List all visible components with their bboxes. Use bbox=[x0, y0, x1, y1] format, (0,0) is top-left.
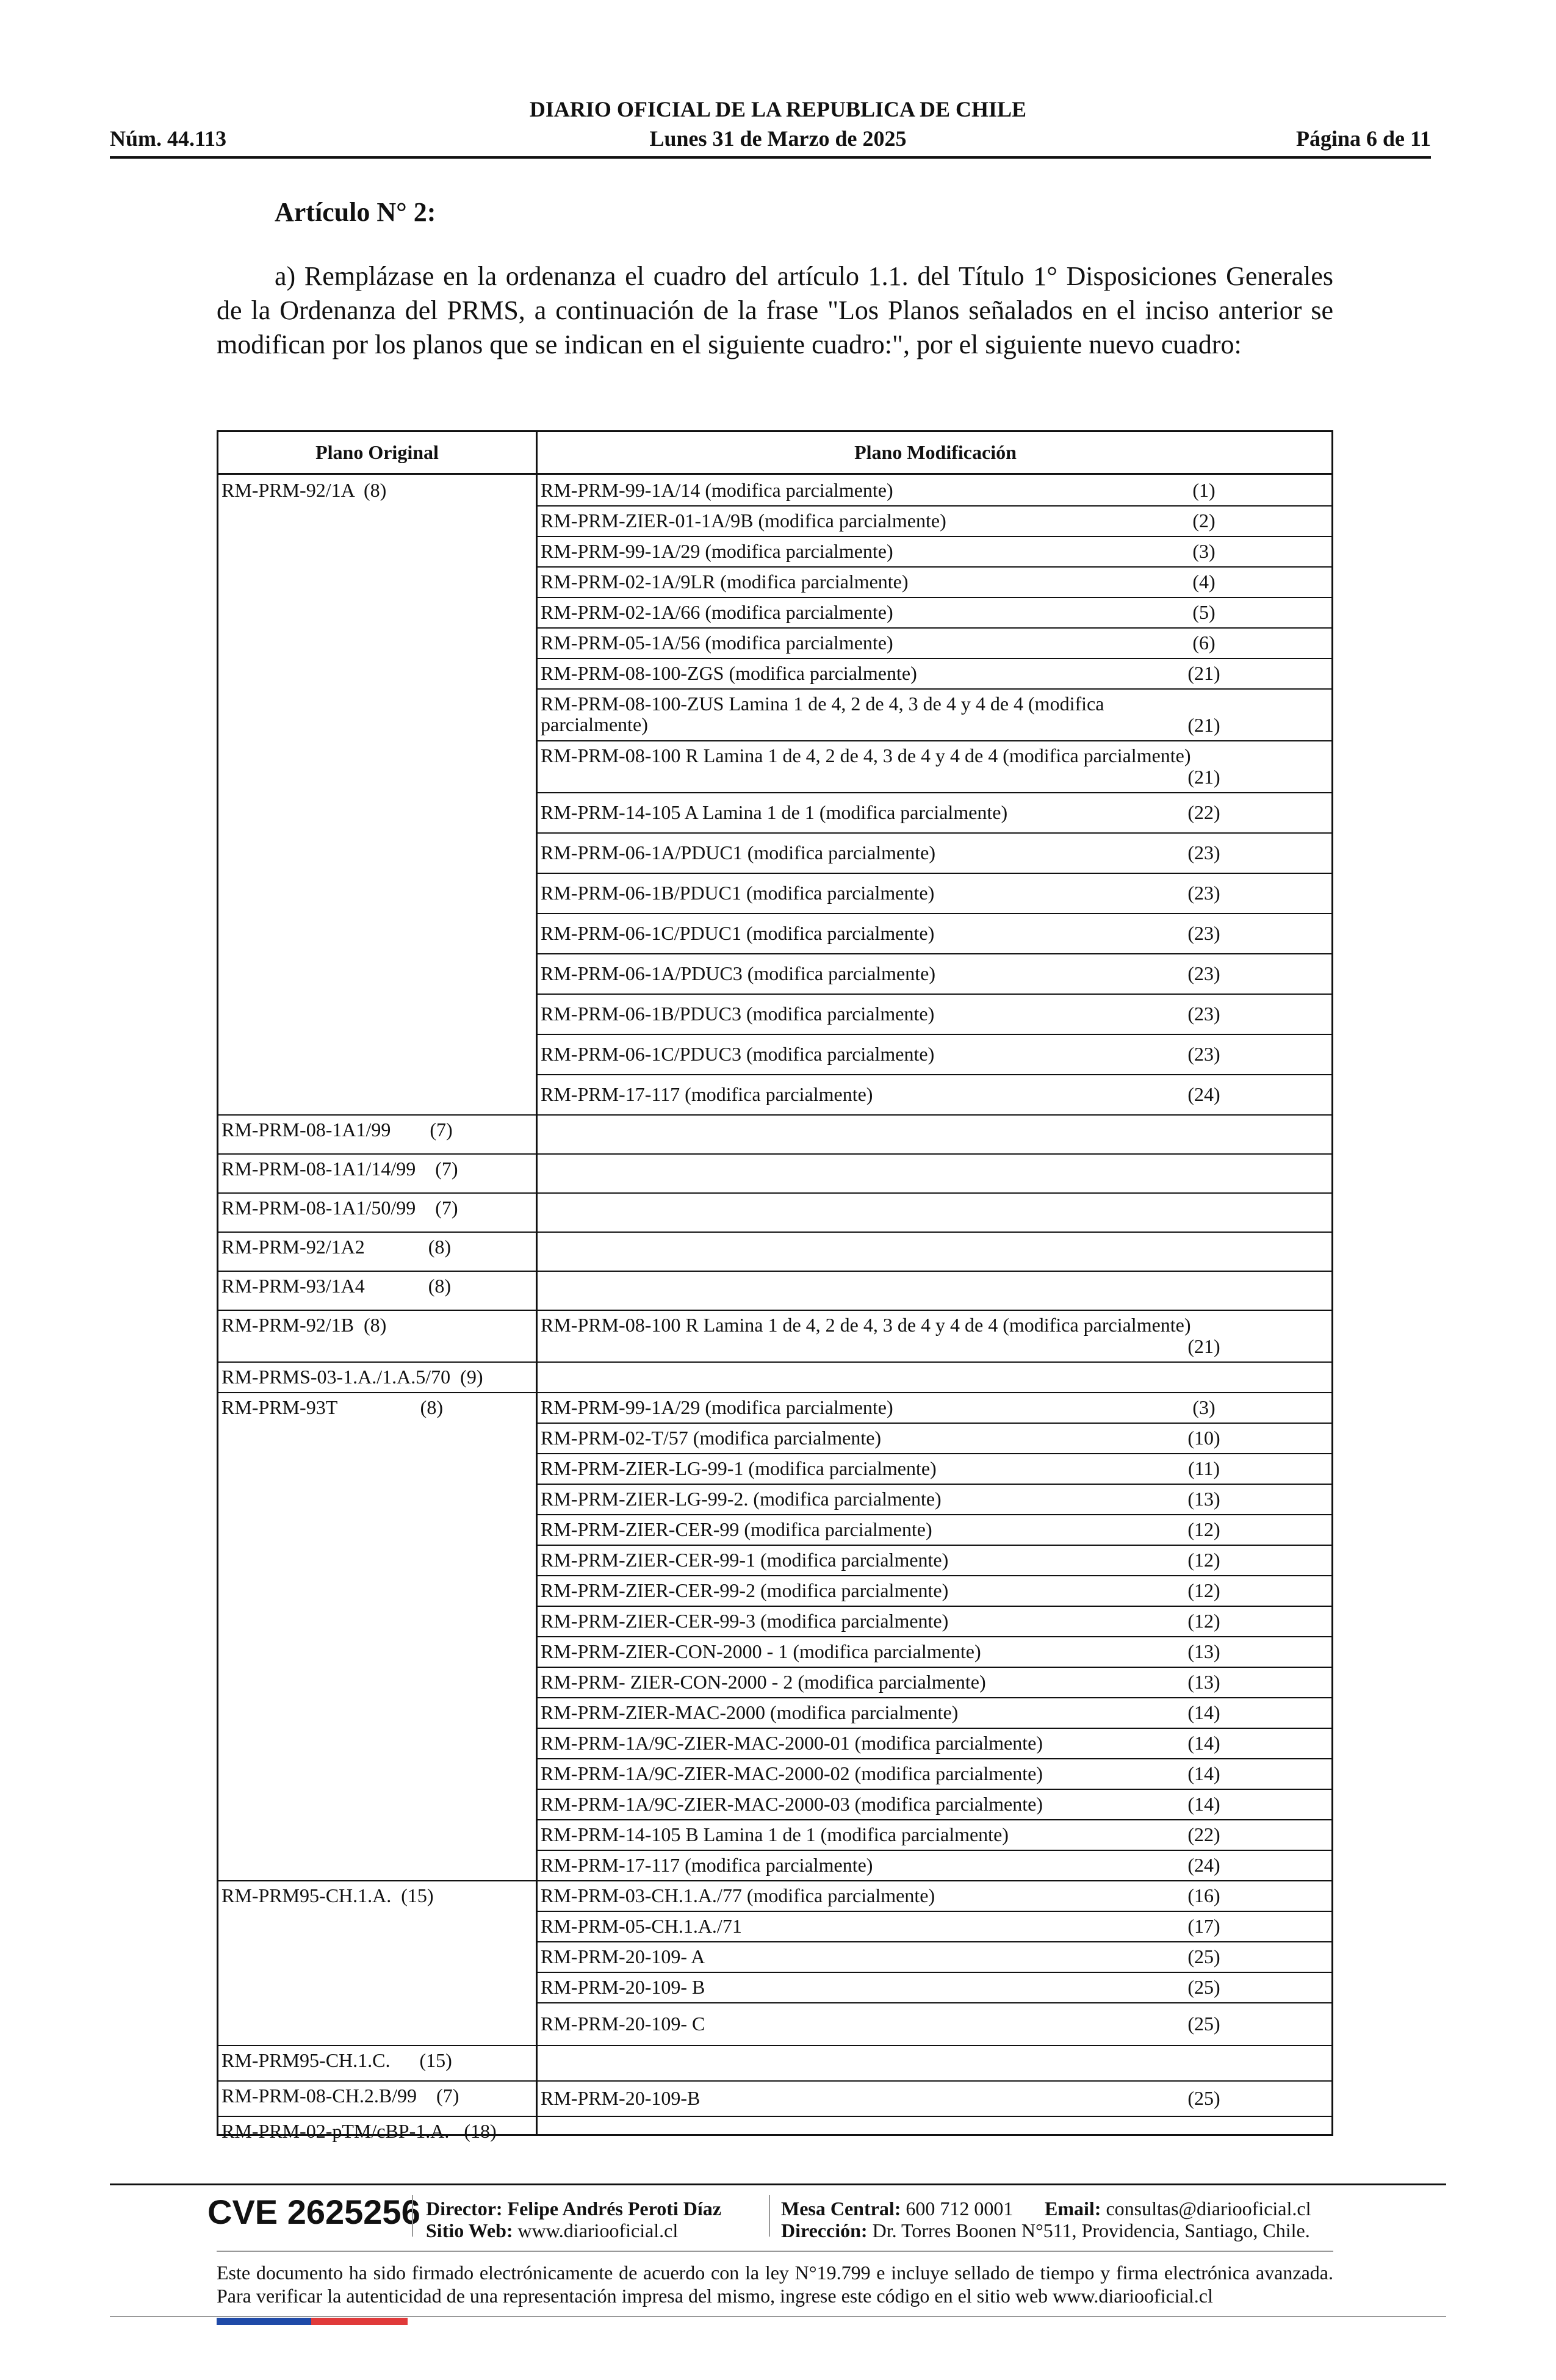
row-divider bbox=[538, 1758, 1331, 1759]
reference-note-cell: (14) bbox=[1187, 1762, 1220, 1784]
director-label: Director: bbox=[426, 2198, 503, 2220]
row-divider bbox=[538, 1514, 1331, 1515]
email-label: Email: bbox=[1045, 2198, 1101, 2220]
reference-note-cell: (2) bbox=[1192, 510, 1216, 532]
group-divider bbox=[218, 1392, 1331, 1393]
row-divider bbox=[538, 1034, 1331, 1035]
row-divider bbox=[538, 1819, 1331, 1820]
reference-note-cell: (3) bbox=[1192, 540, 1216, 562]
reference-note-cell: (13) bbox=[1187, 1671, 1220, 1693]
original-plan-cell: RM-PRM95-CH.1.C. (15) bbox=[222, 2049, 452, 2071]
reference-note-cell: (23) bbox=[1187, 922, 1220, 944]
flag-stripe-red bbox=[311, 2318, 408, 2325]
original-plan-cell: RM-PRM-08-1A1/99 (7) bbox=[222, 1119, 453, 1141]
reference-note-cell: (17) bbox=[1187, 1915, 1220, 1937]
newspaper-title: DIARIO OFICIAL DE LA REPUBLICA DE CHILE bbox=[529, 97, 1027, 121]
group-divider bbox=[218, 1192, 1331, 1194]
modification-plan-cell: RM-PRM-06-1B/PDUC1 (modifica parcialmente) bbox=[541, 882, 935, 904]
reference-note-cell: (13) bbox=[1187, 1640, 1220, 1662]
cve-code: CVE 2625256 bbox=[207, 2193, 420, 2231]
modification-plan-cell: RM-PRM-03-CH.1.A./77 (modifica parcialmente) bbox=[541, 1884, 935, 1906]
reference-note-cell: (11) bbox=[1187, 1457, 1220, 1479]
reference-note-cell: (5) bbox=[1192, 601, 1216, 623]
row-divider bbox=[538, 1911, 1331, 1912]
reference-note-cell: (23) bbox=[1187, 882, 1220, 904]
page-number: Página 6 de 11 bbox=[1295, 126, 1431, 151]
modification-plan-cell: RM-PRM-20-109- B bbox=[541, 1976, 705, 1998]
address-label: Dirección: bbox=[781, 2220, 868, 2241]
reference-note-cell: (24) bbox=[1187, 1854, 1220, 1876]
reference-note-cell: (14) bbox=[1187, 1732, 1220, 1754]
row-divider bbox=[538, 1697, 1331, 1698]
footer-thin-divider bbox=[217, 2251, 1333, 2252]
modification-plan-cell: RM-PRM-99-1A/29 (modifica parcialmente) bbox=[541, 1396, 893, 1418]
reference-note-cell: (16) bbox=[1187, 1884, 1220, 1906]
reference-note-cell: (25) bbox=[1187, 1945, 1220, 1967]
row-divider bbox=[538, 1941, 1331, 1942]
modification-plan-cell: RM-PRM-06-1C/PDUC3 (modifica parcialmente) bbox=[541, 1043, 935, 1065]
row-divider bbox=[538, 1728, 1331, 1729]
row-divider bbox=[538, 913, 1331, 914]
modification-plan-cell: RM-PRM-99-1A/29 (modifica parcialmente) bbox=[541, 540, 893, 562]
modification-plan-cell: RM-PRM-1A/9C-ZIER-MAC-2000-01 (modifica parcialmente) bbox=[541, 1732, 1043, 1754]
modification-plan-cell: RM-PRM-ZIER-CER-99-3 (modifica parcialmente) bbox=[541, 1610, 949, 1632]
footer-separator bbox=[769, 2195, 770, 2237]
row-divider bbox=[538, 792, 1331, 793]
mesa-phone: 600 712 0001 bbox=[906, 2198, 1014, 2220]
group-divider bbox=[218, 1114, 1331, 1116]
reference-note-cell: (12) bbox=[1187, 1610, 1220, 1632]
reference-note-cell: (14) bbox=[1187, 1793, 1220, 1815]
legal-notice: Este documento ha sido firmado electrónicamente de acuerdo con la ley N°19.799 e incluye sellado de tiempo y firma electrónica avanzada. Para verificar la autenticidad de una representación impresa del mismo, ingrese este código en el sitio web www.diariooficial.cl bbox=[217, 2262, 1333, 2307]
reference-note-cell: (12) bbox=[1187, 1579, 1220, 1601]
row-divider bbox=[538, 873, 1331, 874]
article-title: Artículo N° 2: bbox=[275, 197, 436, 227]
reference-note-cell: (13) bbox=[1187, 1488, 1220, 1510]
reference-note-cell: (23) bbox=[1187, 1003, 1220, 1025]
row-divider bbox=[538, 627, 1331, 629]
group-divider bbox=[218, 2116, 1331, 2117]
reference-note-cell: (21) bbox=[1187, 662, 1220, 684]
reference-note-cell: (23) bbox=[1187, 1043, 1220, 1065]
modification-plan-cell: RM-PRM-17-117 (modifica parcialmente) bbox=[541, 1083, 873, 1105]
reference-note-cell: (10) bbox=[1187, 1427, 1220, 1449]
original-plan-cell: RM-PRMS-03-1.A./1.A.5/70 (9) bbox=[222, 1366, 483, 1388]
row-divider bbox=[538, 993, 1331, 995]
modification-plan-cell: RM-PRM-ZIER-CER-99 (modifica parcialmente) bbox=[541, 1518, 932, 1540]
modification-plan-cell: RM-PRM-ZIER-CER-99-2 (modifica parcialmente) bbox=[541, 1579, 949, 1601]
modification-plan-cell: RM-PRM-ZIER-LG-99-1 (modifica parcialmente) bbox=[541, 1457, 937, 1479]
footer-director bbox=[426, 2197, 721, 2220]
modification-plan-cell: RM-PRM-20-109- A bbox=[541, 1945, 705, 1967]
reference-note-cell: (4) bbox=[1192, 571, 1216, 593]
row-divider bbox=[538, 658, 1331, 659]
row-divider bbox=[538, 1667, 1331, 1668]
reference-note-cell: (21) bbox=[1187, 714, 1220, 736]
modification-plan-cell: RM-PRM-08-100 R Lamina 1 de 4, 2 de 4, 3 de 4 y 4 de 4 (modifica parcialmente) bbox=[541, 745, 1191, 766]
row-divider bbox=[538, 1972, 1331, 1973]
reference-note-cell: (3) bbox=[1192, 1396, 1216, 1418]
original-plan-cell: RM-PRM-08-CH.2.B/99 (7) bbox=[222, 2085, 459, 2107]
modification-plan-cell: RM-PRM-99-1A/14 (modifica parcialmente) bbox=[541, 479, 893, 501]
modification-plan-cell: RM-PRM-14-105 B Lamina 1 de 1 (modifica parcialmente) bbox=[541, 1823, 1009, 1845]
table-header-original: Plano Original bbox=[315, 441, 439, 463]
row-divider bbox=[538, 597, 1331, 598]
modification-plan-cell: RM-PRM-06-1C/PDUC1 (modifica parcialmente) bbox=[541, 922, 935, 944]
reference-note-cell: (24) bbox=[1187, 1083, 1220, 1105]
original-plan-cell: RM-PRM95-CH.1.A. (15) bbox=[222, 1884, 434, 1906]
modification-plan-cell: RM-PRM-06-1A/PDUC3 (modifica parcialmente) bbox=[541, 962, 935, 984]
modification-plan-cell: RM-PRM-17-117 (modifica parcialmente) bbox=[541, 1854, 873, 1876]
reference-note-cell: (12) bbox=[1187, 1518, 1220, 1540]
issue-date: Lunes 31 de Marzo de 2025 bbox=[649, 126, 907, 151]
original-plan-cell: RM-PRM-92/1A (8) bbox=[222, 479, 387, 501]
row-divider bbox=[538, 1453, 1331, 1454]
group-divider bbox=[218, 2080, 1331, 2082]
modification-plan-cell: RM-PRM-1A/9C-ZIER-MAC-2000-03 (modifica parcialmente) bbox=[541, 1793, 1043, 1815]
footer-address bbox=[781, 2219, 1310, 2242]
website-link[interactable]: www.diariooficial.cl bbox=[517, 2220, 679, 2241]
reference-note-cell: (25) bbox=[1187, 2087, 1220, 2109]
original-plan-cell: RM-PRM-02-pTM/cBP-1.A. (18) bbox=[222, 2120, 497, 2142]
reference-note-cell: (25) bbox=[1187, 1976, 1220, 1998]
modification-plan-cell: RM-PRM-20-109-B bbox=[541, 2087, 701, 2109]
row-divider bbox=[538, 1636, 1331, 1637]
flag-stripe-blue bbox=[217, 2318, 311, 2325]
reference-note-cell: (1) bbox=[1192, 479, 1216, 501]
modification-plan-cell: RM-PRM-20-109- C bbox=[541, 2013, 705, 2035]
modification-plan-cell: RM-PRM-08-100-ZGS (modifica parcialmente) bbox=[541, 662, 917, 684]
group-divider bbox=[218, 2045, 1331, 2046]
modification-plan-cell: RM-PRM-05-CH.1.A./71 bbox=[541, 1915, 742, 1937]
reference-note-cell: (21) bbox=[1187, 1335, 1220, 1357]
table-column-divider bbox=[536, 432, 538, 2134]
reference-note-cell: (14) bbox=[1187, 1701, 1220, 1723]
director-name: Felipe Andrés Peroti Díaz bbox=[507, 2198, 721, 2220]
group-divider bbox=[218, 1310, 1331, 1311]
row-divider bbox=[538, 953, 1331, 954]
website-label: Sitio Web: bbox=[426, 2220, 513, 2241]
address-text: Dr. Torres Boonen N°511, Providencia, Santiago, Chile. bbox=[872, 2220, 1310, 2241]
reference-note-cell: (22) bbox=[1187, 1823, 1220, 1845]
reference-note-cell: (25) bbox=[1187, 2013, 1220, 2035]
original-plan-cell: RM-PRM-92/1B (8) bbox=[222, 1314, 387, 1336]
modification-plan-cell: RM-PRM-05-1A/56 (modifica parcialmente) bbox=[541, 632, 893, 654]
row-divider bbox=[538, 1423, 1331, 1424]
table-header-modification: Plano Modificación bbox=[854, 441, 1017, 463]
modification-plan-cell: RM-PRM-08-100 R Lamina 1 de 4, 2 de 4, 3 de 4 y 4 de 4 (modifica parcialmente) bbox=[541, 1314, 1191, 1336]
modification-plan-cell: RM-PRM-ZIER-LG-99-2. (modifica parcialmente) bbox=[541, 1488, 942, 1510]
footer-email bbox=[1045, 2197, 1311, 2220]
modification-plan-cell: RM-PRM-06-1A/PDUC1 (modifica parcialmente) bbox=[541, 842, 935, 864]
reference-note-cell: (23) bbox=[1187, 842, 1220, 864]
modification-plan-cell: RM-PRM-1A/9C-ZIER-MAC-2000-02 (modifica parcialmente) bbox=[541, 1762, 1043, 1784]
group-divider bbox=[218, 1271, 1331, 1272]
modification-plan-cell: RM-PRM-02-1A/9LR (modifica parcialmente) bbox=[541, 571, 909, 593]
mesa-label: Mesa Central: bbox=[781, 2198, 901, 2220]
email-link[interactable]: consultas@diariooficial.cl bbox=[1106, 2198, 1311, 2220]
footer-bottom-divider bbox=[110, 2316, 1446, 2317]
row-divider bbox=[538, 566, 1331, 568]
reference-note-cell: (21) bbox=[1187, 766, 1220, 788]
row-divider bbox=[538, 505, 1331, 507]
group-divider bbox=[218, 1361, 1331, 1363]
row-divider bbox=[538, 1575, 1331, 1576]
footer-separator bbox=[412, 2195, 413, 2237]
group-divider bbox=[218, 1231, 1331, 1233]
header-divider bbox=[110, 156, 1431, 159]
modification-plan-cell: RM-PRM-02-T/57 (modifica parcialmente) bbox=[541, 1427, 882, 1449]
footer-divider bbox=[110, 2183, 1446, 2185]
row-divider bbox=[538, 1545, 1331, 1546]
issue-number: Núm. 44.113 bbox=[110, 126, 227, 151]
table-header-divider bbox=[218, 473, 1331, 475]
group-divider bbox=[218, 1880, 1331, 1881]
original-plan-cell: RM-PRM-08-1A1/50/99 (7) bbox=[222, 1197, 458, 1219]
row-divider bbox=[538, 2002, 1331, 2003]
modification-plan-cell: RM-PRM-06-1B/PDUC3 (modifica parcialmente) bbox=[541, 1003, 935, 1025]
plans-table bbox=[217, 430, 1333, 2142]
modification-plan-cell: RM-PRM-ZIER-01-1A/9B (modifica parcialmente) bbox=[541, 510, 946, 532]
modification-plan-cell: RM-PRM-ZIER-CER-99-1 (modifica parcialmente) bbox=[541, 1549, 949, 1571]
modification-plan-cell: RM-PRM-14-105 A Lamina 1 de 1 (modifica parcialmente) bbox=[541, 801, 1008, 823]
footer-mesa-central bbox=[781, 2197, 1013, 2220]
original-plan-cell: RM-PRM-08-1A1/14/99 (7) bbox=[222, 1158, 458, 1180]
row-divider bbox=[538, 1606, 1331, 1607]
row-divider bbox=[538, 1484, 1331, 1485]
group-divider bbox=[218, 1153, 1331, 1155]
modification-plan-cell: RM-PRM-08-100-ZUS Lamina 1 de 4, 2 de 4, 3 de 4 y 4 de 4 (modifica parcialmente) bbox=[541, 693, 1104, 735]
reference-note-cell: (12) bbox=[1187, 1549, 1220, 1571]
modification-plan-cell: RM-PRM-ZIER-CON-2000 - 1 (modifica parcialmente) bbox=[541, 1640, 981, 1662]
row-divider bbox=[538, 1789, 1331, 1790]
reference-note-cell: (6) bbox=[1192, 632, 1216, 654]
footer-website bbox=[426, 2219, 678, 2242]
reference-note-cell: (22) bbox=[1187, 801, 1220, 823]
row-divider bbox=[538, 536, 1331, 537]
original-plan-cell: RM-PRM-93T (8) bbox=[222, 1396, 443, 1418]
row-divider bbox=[538, 1850, 1331, 1851]
row-divider bbox=[538, 688, 1331, 690]
reference-note-cell: (23) bbox=[1187, 962, 1220, 984]
modification-plan-cell: RM-PRM-ZIER-MAC-2000 (modifica parcialmente) bbox=[541, 1701, 959, 1723]
original-plan-cell: RM-PRM-93/1A4 (8) bbox=[222, 1275, 452, 1297]
modification-plan-cell: RM-PRM- ZIER-CON-2000 - 2 (modifica parcialmente) bbox=[541, 1671, 986, 1693]
original-plan-cell: RM-PRM-92/1A2 (8) bbox=[222, 1236, 452, 1258]
row-divider bbox=[538, 1074, 1331, 1075]
row-divider bbox=[538, 740, 1331, 741]
modification-plan-cell: RM-PRM-02-1A/66 (modifica parcialmente) bbox=[541, 601, 893, 623]
article-paragraph: a) Remplázase en la ordenanza el cuadro del artículo 1.1. del Título 1° Disposiciones Generales de la Ordenanza del PRMS, a continuación de la frase "Los Planos señalados en el inciso anterior se modifican por los planos que se indican en el siguiente cuadro:", por el siguiente nuevo cuadro: bbox=[217, 261, 1333, 359]
row-divider bbox=[538, 832, 1331, 834]
